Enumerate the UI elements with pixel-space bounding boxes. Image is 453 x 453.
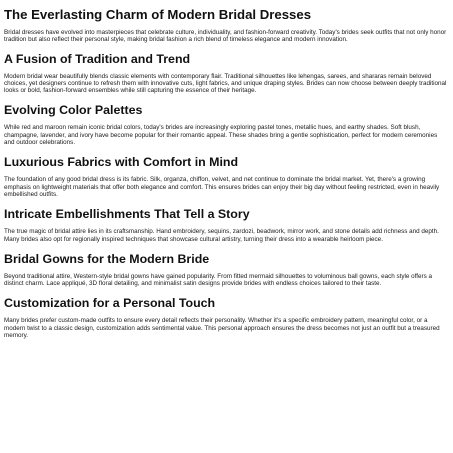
section-evolving-color-palettes	[4, 103, 449, 146]
section-heading: Bridal Gowns for the Modern Bride	[4, 251, 210, 266]
section-paragraph: Modern bridal wear beautifully blends classic elements with contemporary flair. Traditional silhouettes like lehengas, sarees, and shararas remain beloved choices, yet designers continue to refresh them with innovative cuts, light fabrics, and unique draping styles. Brides can now choose between deeply traditional looks or bold, fashion-forward ensembles while still capturing the essence of their heritage.	[4, 72, 447, 95]
section-customization	[4, 296, 449, 339]
section-bridal-gowns	[4, 252, 449, 288]
intro-paragraph: Bridal dresses have evolved into masterpieces that celebrate culture, individuality, and fashion-forward creativity. Today's brides seek outfits that not only honor tradition but also reflect their personal style, making bridal fashion a rich blend of timeless elegance and modern innovation.	[4, 29, 447, 44]
section-luxurious-fabrics	[4, 155, 449, 198]
section-paragraph: While red and maroon remain iconic bridal colors, today's brides are increasingly exploring pastel tones, metallic hues, and earthy shades. Soft blush, champagne, lavender, and ivory have become popular for their romantic appeal. These shades bring a gentle sophistication, perfect for modern ceremonies and outdoor celebrations.	[4, 124, 438, 147]
section-heading: Evolving Color Palettes	[4, 103, 143, 118]
section-paragraph: The foundation of any good bridal dress is its fabric. Silk, organza, chiffon, velvet, and net continue to dominate the bridal market. Yet, there's a growing emphasis on lightweight materials that offer both elegance and comfort. This ensures brides can enjoy their big day without feeling restricted, even in heavily embellished outfits.	[4, 176, 440, 198]
section-paragraph: Many brides prefer custom-made outfits to ensure every detail reflects their personality. Whether it's a specific embroidery pattern, meaningful color, or a modern twist to a classic design, customization adds sentimental value. This personal approach ensures the dress becomes not just an outfit but a treasured memory.	[4, 317, 440, 340]
section-intricate-embellishments	[4, 207, 449, 243]
section-heading: Intricate Embellishments That Tell a Story	[4, 207, 250, 222]
article-title: The Everlasting Charm of Modern Bridal Dresses	[4, 7, 312, 22]
section-fusion-tradition-trend	[4, 52, 449, 95]
section-paragraph: The true magic of bridal attire lies in its craftsmanship. Hand embroidery, sequins, zardozi, beadwork, mirror work, and stone details add richness and depth. Many brides also opt for regionally inspired techniques that showcase cultural artistry, turning their dress into a wearable heirloom piece.	[4, 228, 439, 243]
section-heading: A Fusion of Tradition and Trend	[4, 51, 191, 66]
intro-section	[4, 7, 449, 44]
section-heading: Luxurious Fabrics with Comfort in Mind	[4, 155, 239, 170]
section-heading: Customization for a Personal Touch	[4, 296, 216, 311]
section-paragraph: Beyond traditional attire, Western-style bridal gowns have gained popularity. From fitted mermaid silhouettes to voluminous ball gowns, each style offers a distinct charm. Lace appliqué, 3D floral detailing, and minimalist satin designs provide brides with endless choices tailored to their taste.	[4, 272, 433, 288]
